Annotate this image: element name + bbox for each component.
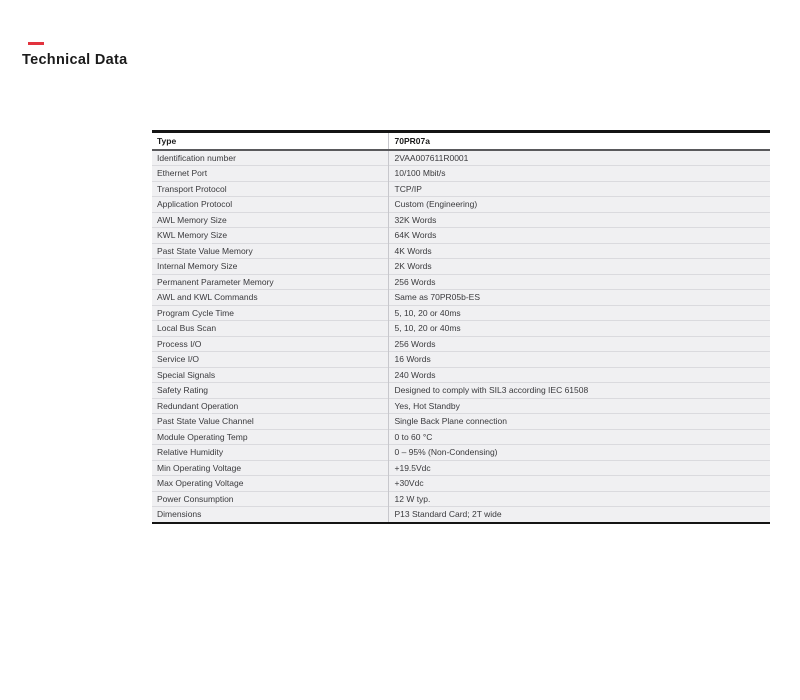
spec-value-cell: TCP/IP — [388, 181, 770, 197]
spec-name-cell: Internal Memory Size — [152, 259, 388, 275]
spec-value-cell: Custom (Engineering) — [388, 197, 770, 213]
table-row — [152, 212, 770, 228]
accent-dash — [28, 42, 44, 45]
page-title: Technical Data — [22, 52, 128, 68]
spec-name-cell: AWL and KWL Commands — [152, 290, 388, 306]
table-row — [152, 166, 770, 182]
spec-name-cell: Ethernet Port — [152, 166, 388, 182]
spec-name-cell: Identification number — [152, 150, 388, 166]
spec-value-cell: +19.5Vdc — [388, 460, 770, 476]
spec-name-cell: Local Bus Scan — [152, 321, 388, 337]
table-row — [152, 429, 770, 445]
spec-name-cell: Permanent Parameter Memory — [152, 274, 388, 290]
spec-value-cell: 12 W typ. — [388, 491, 770, 507]
spec-value-cell: 0 – 95% (Non-Condensing) — [388, 445, 770, 461]
table-row — [152, 336, 770, 352]
spec-name-cell: Past State Value Channel — [152, 414, 388, 430]
spec-value-cell: 2VAA007611R0001 — [388, 150, 770, 166]
table-row — [152, 321, 770, 337]
table-row — [152, 352, 770, 368]
spec-name-cell: Max Operating Voltage — [152, 476, 388, 492]
spec-name-cell: Special Signals — [152, 367, 388, 383]
spec-name-cell: Power Consumption — [152, 491, 388, 507]
spec-value-cell: 240 Words — [388, 367, 770, 383]
spec-table-body — [152, 150, 770, 523]
spec-value-cell: Single Back Plane connection — [388, 414, 770, 430]
spec-name-cell: Module Operating Temp — [152, 429, 388, 445]
technical-data-table — [152, 130, 770, 524]
table-row — [152, 181, 770, 197]
table-row — [152, 243, 770, 259]
spec-value-cell: 256 Words — [388, 336, 770, 352]
table-row — [152, 150, 770, 166]
table-header-model: 70PR07a — [388, 132, 770, 150]
table-row — [152, 460, 770, 476]
spec-value-cell: 32K Words — [388, 212, 770, 228]
table-row — [152, 367, 770, 383]
spec-name-cell: Redundant Operation — [152, 398, 388, 414]
spec-value-cell: +30Vdc — [388, 476, 770, 492]
spec-name-cell: Program Cycle Time — [152, 305, 388, 321]
spec-name-cell: Application Protocol — [152, 197, 388, 213]
table-row — [152, 197, 770, 213]
spec-value-cell: 16 Words — [388, 352, 770, 368]
table-row — [152, 414, 770, 430]
table-header-type: Type — [152, 132, 388, 150]
spec-value-cell: 64K Words — [388, 228, 770, 244]
spec-name-cell: Transport Protocol — [152, 181, 388, 197]
spec-value-cell: 256 Words — [388, 274, 770, 290]
table-header — [152, 132, 770, 150]
spec-name-cell: Past State Value Memory — [152, 243, 388, 259]
spec-name-cell: Relative Humidity — [152, 445, 388, 461]
spec-name-cell: Dimensions — [152, 507, 388, 523]
table-row — [152, 305, 770, 321]
table-row — [152, 507, 770, 523]
spec-value-cell: 2K Words — [388, 259, 770, 275]
table-row — [152, 491, 770, 507]
table-row — [152, 228, 770, 244]
spec-value-cell: 5, 10, 20 or 40ms — [388, 305, 770, 321]
spec-name-cell: Min Operating Voltage — [152, 460, 388, 476]
spec-value-cell: 5, 10, 20 or 40ms — [388, 321, 770, 337]
spec-value-cell: 10/100 Mbit/s — [388, 166, 770, 182]
spec-name-cell: Service I/O — [152, 352, 388, 368]
spec-name-cell: KWL Memory Size — [152, 228, 388, 244]
spec-name-cell: Safety Rating — [152, 383, 388, 399]
table-row — [152, 290, 770, 306]
table-row — [152, 383, 770, 399]
table-row — [152, 259, 770, 275]
spec-value-cell: Designed to comply with SIL3 according IEC 61508 — [388, 383, 770, 399]
spec-value-cell: 4K Words — [388, 243, 770, 259]
table-header-row — [152, 132, 770, 150]
table-row — [152, 274, 770, 290]
spec-value-cell: Same as 70PR05b-ES — [388, 290, 770, 306]
spec-value-cell: P13 Standard Card; 2T wide — [388, 507, 770, 523]
spec-value-cell: 0 to 60 °C — [388, 429, 770, 445]
spec-value-cell: Yes, Hot Standby — [388, 398, 770, 414]
table-row — [152, 398, 770, 414]
spec-name-cell: Process I/O — [152, 336, 388, 352]
table-row — [152, 445, 770, 461]
spec-name-cell: AWL Memory Size — [152, 212, 388, 228]
table-row — [152, 476, 770, 492]
